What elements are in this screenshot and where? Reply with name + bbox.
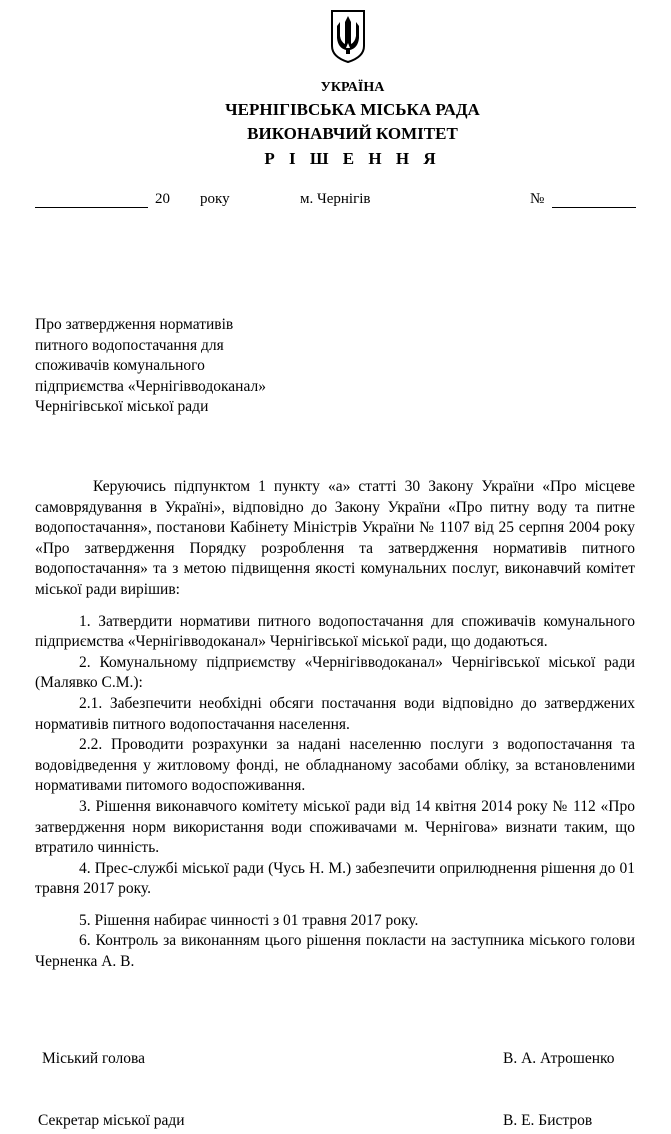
decision-item: 2.2. Проводити розрахунки за надані населенню послуги з водопостачання та водовідведення у житловому фонді, не обладнаному засобами обліку, за встановленими нормативами питомого водоспоживання. (35, 736, 635, 795)
number-sign: № (530, 191, 545, 207)
subject-line: Чернігівської міської ради (35, 398, 209, 415)
trident-emblem-icon (329, 8, 367, 64)
subject-block (35, 315, 266, 418)
subject-line: питного водопостачання для (35, 336, 224, 354)
date-blank-line (35, 191, 148, 213)
country-heading: УКРАЇНА (320, 80, 385, 95)
decision-item: 2.1. Забезпечити необхідні обсяги постачання води відповідно до затверджених нормативів питного водопостачання населення. (35, 694, 635, 733)
subject-line: підприємства «Чернігівводоканал» (35, 377, 266, 395)
committee-heading: ВИКОНАВЧИЙ КОМІТЕТ (247, 124, 458, 143)
year-word: року (200, 191, 230, 207)
decision-body (35, 477, 635, 973)
mayor-name: В. А. Атрошенко (503, 1050, 615, 1067)
year-prefix: 20 (155, 191, 170, 207)
city-label: м. Чернігів (300, 191, 371, 207)
subject-line: споживачів комунального (35, 357, 205, 374)
decision-item: 6. Контроль за виконанням цього рішення покласти на заступника міського голови Черненка А. В. (35, 932, 635, 971)
decision-item: 1. Затвердити нормативи питного водопостачання для споживачів комунального підприємства «Чернігівводоканал» Чернігівської міської ради, що додаються. (35, 612, 635, 651)
secretary-title: Секретар міської ради (38, 1112, 185, 1129)
subject-line: Про затвердження нормативів (35, 316, 234, 333)
mayor-title: Міський голова (42, 1050, 146, 1067)
document-type-heading: Р І Ш Е Н Н Я (264, 149, 441, 168)
decision-item: 4. Прес-службі міської ради (Чусь Н. М.) забезпечити оприлюднення рішення до 01 травня 2017 року. (35, 859, 635, 898)
secretary-name: В. Е. Бистров (503, 1112, 593, 1129)
decision-item: 2. Комунальному підприємству «Чернігівводоканал» Чернігівської міської ради (Малявко С.М.): (35, 653, 635, 692)
council-heading: ЧЕРНІГІВСЬКА МІСЬКА РАДА (225, 100, 480, 119)
preamble-paragraph: Керуючись підпунктом 1 пункту «а» статті 30 Закону України «Про місцеве самоврядування в Україні», відповідно до Закону України «Про питну воду та питне водопостачання», постанови Кабінету Міністрів України № 1107 від 25 серпня 2004 року «Про затвердження Порядку розроблення та затвердження нормативів питного водопостачання» та з метою підвищення якості комунальних послуг, виконавчий комітет міської ради вирішив: (35, 478, 635, 598)
decision-item: 5. Рішення набирає чинності з 01 травня 2017 року. (79, 911, 419, 929)
number-blank-line (552, 191, 636, 213)
decision-item: 3. Рішення виконавчого комітету міської ради від 14 квітня 2014 року № 112 «Про затвердження норм використання води споживачами м. Чернігова» визнати таким, що втратило чинність. (35, 797, 635, 857)
